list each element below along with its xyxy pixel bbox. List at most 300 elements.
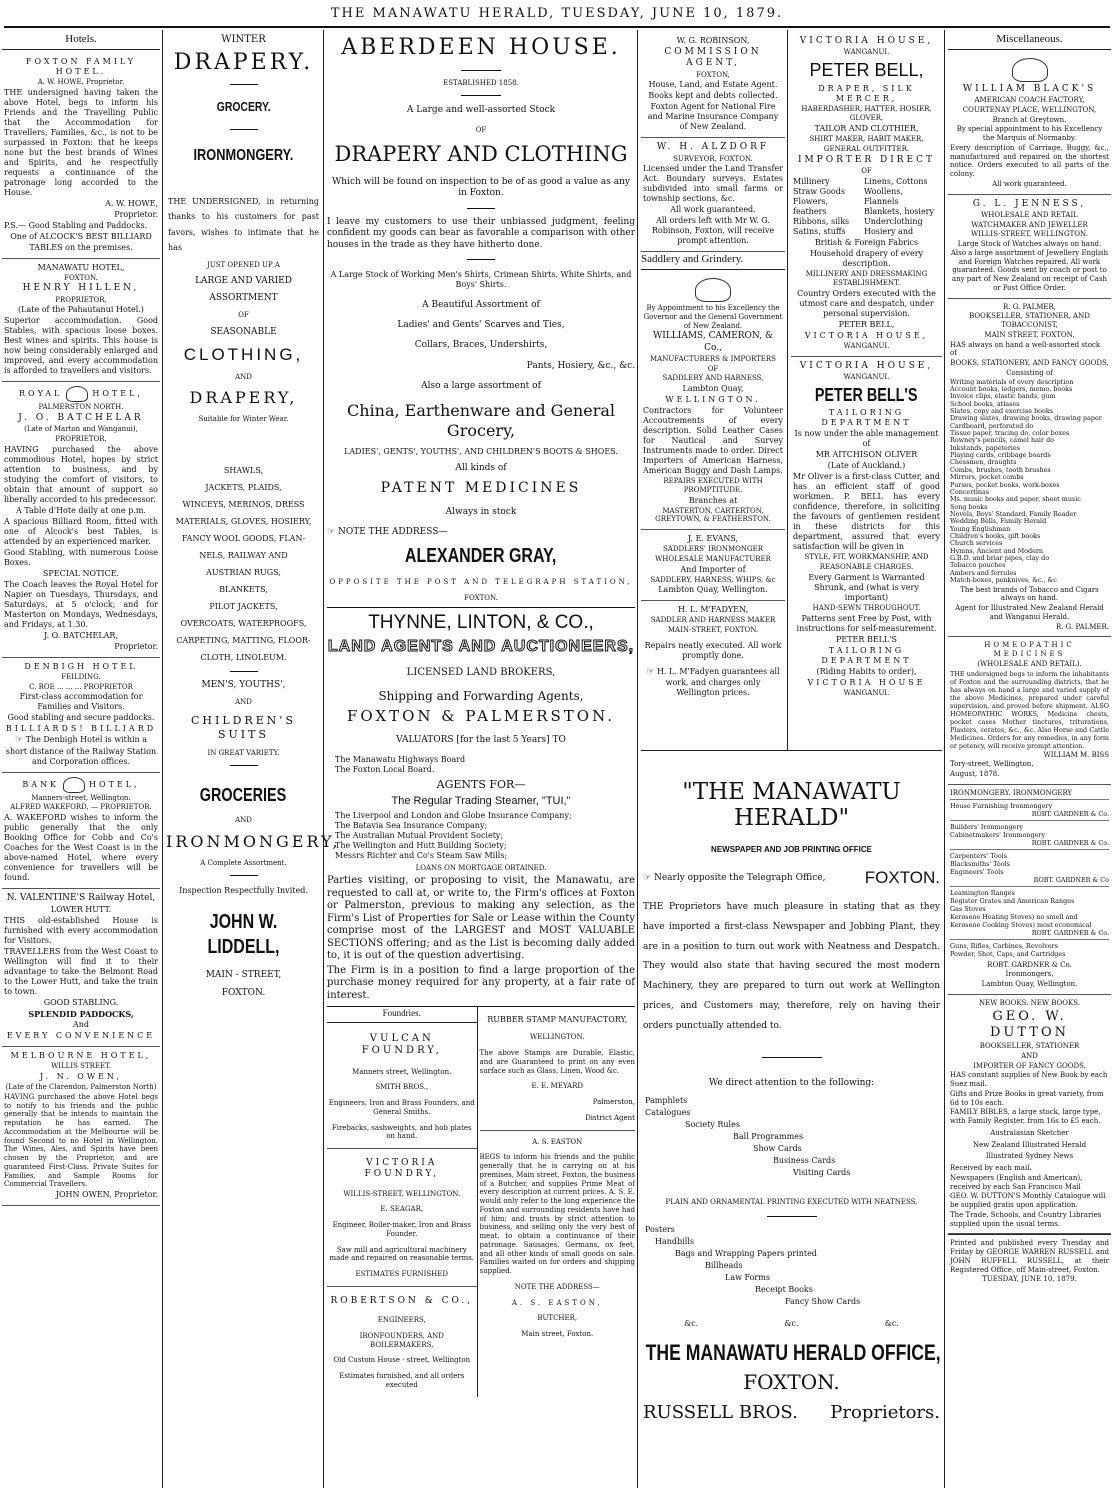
- list-item: Mirrors, pocket combs: [950, 473, 1024, 482]
- ad-headline: IRONMONGERY.: [193, 147, 294, 165]
- list-item: NELS, RAILWAY AND: [199, 551, 288, 560]
- ad-text: August, 1878.: [950, 770, 1000, 779]
- ad-text: WELLINGTON.: [530, 1033, 585, 1042]
- ad-place: WILLIS-STREET, WELLINGTON.: [971, 230, 1088, 239]
- ad-headline: PETER BELL,: [809, 60, 924, 80]
- ad-role: GENERAL OUTFITTER.: [823, 144, 910, 153]
- ad-name: G. L. JENNESS,: [972, 198, 1087, 209]
- ad-text: The Trade, Schools, and Country Libraries supplied upon the usual terms.: [950, 1210, 1102, 1228]
- ad-title: IRONMONGERY. IRONMONGERY: [950, 788, 1073, 797]
- ad-text: Newspapers (English and American), received by each San Francisco Mail: [950, 1173, 1083, 1191]
- ad-title: MELBOURNE HOTEL,: [10, 1051, 152, 1061]
- ad-body: I leave my customers to use their unbiassed judgment, feeling confident my goods can bear as favorable a comparison with other houses in the trade as they have hitherto done.: [327, 217, 635, 250]
- ad-body: Gifts and Prize Books in great variety, from 6d to 10s each.: [950, 1089, 1104, 1107]
- ad-proprietor: ALFRED WAKEFORD, — PROPRIETOR.: [10, 803, 152, 812]
- printing-list: [641, 1225, 942, 1315]
- ad-name: HENRY HILLEN,: [22, 283, 140, 294]
- foundries-block: [327, 1007, 478, 1396]
- ad-melbourne-hotel: [2, 1047, 160, 1206]
- ad-text: ENGINEERS,: [377, 1316, 426, 1324]
- ad-text: MEN'S, YOUTHS',: [201, 680, 286, 690]
- ad-gardner: [948, 785, 1111, 995]
- ad-text: Pants, Hosiery, &c., &c.: [526, 360, 635, 371]
- ad-place: MAIN-STREET, FOXTON.: [667, 626, 759, 634]
- ad-headline: FOXTON & PALMERSTON.: [346, 707, 616, 725]
- list-item: Church services: [950, 539, 1003, 548]
- ad-headline: ALEXANDER GRAY,: [405, 545, 557, 568]
- list-item: ROBT. GARDNER & Co.: [1031, 838, 1109, 847]
- ad-text: LOANS ON MORTGAGE OBTAINED.: [415, 863, 547, 872]
- list-item: WINCEYS, MERINOS, DRESS: [182, 500, 305, 509]
- ad-text: Saw mill and agricultural machinery made and repaired on reasonable terms.: [329, 1245, 475, 1263]
- list-item: Straw Goods: [793, 186, 845, 196]
- imprint-date: TUESDAY, JUNE 10, 1879.: [982, 1275, 1077, 1284]
- list-item: Handbills: [655, 1236, 694, 1246]
- ad-text: Engineer, Boiler-maker, Iron and Brass Founder.: [332, 1221, 471, 1238]
- ad-note: P.S.— Good Stabling and Paddocks.: [4, 220, 148, 230]
- list-item: Kerosene Cooking Stoves) most economical: [950, 920, 1092, 929]
- ad-title: A. S. EASTON: [532, 1137, 583, 1146]
- ad-place: FOXTON,: [696, 70, 730, 79]
- ad-text: AND: [235, 372, 252, 381]
- ad-text: H. L. M'Fadyen guarantees all work, and charges only Wellington prices.: [656, 666, 780, 697]
- ad-text: Is now under the able management of: [794, 429, 939, 449]
- boards-list: [327, 755, 635, 775]
- ad-body: Contractors for Volunteer Accoutrements of every description. Solid Leather Cases for Nautical and Survey Instruments made to order. Direct Importers of American Harness, American Buggy and Dash Lamps.: [643, 406, 783, 475]
- rubber-easton-block: [478, 1007, 635, 1396]
- ad-body: Superior accommodation. Good Stables, with spacious loose boxes. Best wines and spirits. This house is now being considerably enlarged and improved, and every accommodation is afforded to travellers and visitors.: [4, 316, 158, 376]
- ad-royal-hotel: [2, 382, 160, 658]
- royal-arms-icon: [695, 278, 731, 302]
- ad-text: REASONABLE CHARGES.: [819, 563, 914, 571]
- list-item: PILOT JACKETS,: [209, 602, 278, 611]
- ad-place: MAIN STREET, FOXTON,: [984, 330, 1075, 339]
- list-item: The Australian Mutual Provident Society;: [335, 830, 504, 840]
- ad-headline: THE MANAWATU HERALD OFFICE,: [645, 1339, 941, 1365]
- ad-text: SADDLERY, HARNESS, WHIPS, &c: [650, 575, 776, 584]
- list-item: Powder, Shot, Caps, and Cartridges: [950, 949, 1066, 958]
- ad-note: (Late of the Clarendon, Palmerston North): [5, 1083, 157, 1091]
- ad-sign: Proprietor.: [114, 209, 158, 219]
- list-item: Inkstands, papeteries: [950, 443, 1021, 452]
- ad-role: IMPORTER OF FANCY GOODS,: [973, 1061, 1086, 1070]
- ad-headline: CLOTHING,: [183, 345, 304, 365]
- ad-subtitle: GOOD STABLING.: [43, 998, 119, 1008]
- column-hotels: [2, 32, 160, 1488]
- ad-text: &c.: [684, 1318, 699, 1328]
- ad-sign: A. W. HOWE,: [105, 198, 158, 208]
- list-item: Ms. music books and paper, sheet music: [950, 495, 1081, 504]
- column-rule: [323, 30, 324, 1488]
- ad-title: FOXTON FAMILY HOTEL.: [25, 56, 137, 76]
- ad-role: PROPRIETOR,: [55, 435, 107, 443]
- ad-place: WANGANUI.: [843, 48, 890, 57]
- ad-text: Ladies' and Gents' Scarves and Ties,: [397, 320, 565, 330]
- ad-text: Tory-street, Wellington,: [950, 760, 1034, 769]
- ad-text: LARGE AND VARIED: [195, 275, 292, 286]
- ad-subtitle: EVERY CONVENIENCE: [6, 1031, 156, 1041]
- list-item: CARPETING, MATTING, FLOOR-: [176, 636, 311, 645]
- ad-foxton-family-hotel: [2, 53, 160, 259]
- list-item: Builders' Ironmongery: [950, 822, 1023, 831]
- ad-body: HAS always on hand a well-assorted stock of: [950, 340, 1101, 358]
- ad-text: AND: [1021, 1051, 1038, 1060]
- ad-subtitle: BILLIARDS! BILLIARD: [5, 724, 157, 734]
- ad-role: PROPRIETOR,: [55, 295, 107, 304]
- ad-sign: WANGANUI.: [843, 688, 890, 697]
- column-rule: [162, 30, 163, 1488]
- ad-bank-hotel: [2, 773, 160, 890]
- ad-sign: J. O. BATCHELAR,: [44, 630, 118, 640]
- ad-proprietor: A. W. HOWE, Proprietor.: [37, 77, 125, 86]
- ad-name: R. G. PALMER,: [1002, 302, 1057, 311]
- list-item: Hosiery and: [863, 226, 914, 236]
- ad-text: Received by each mail.: [950, 1164, 1032, 1173]
- column-rule: [944, 30, 945, 1488]
- divider: [230, 129, 258, 130]
- ad-headline: DRAPERY.: [173, 49, 314, 75]
- ad-body: Good Stabling, with numerous Loose Boxes.: [4, 547, 158, 567]
- masthead-rule: [4, 26, 1110, 28]
- list-item: Satins, stuffs: [793, 226, 846, 236]
- ad-note: [4, 735, 158, 766]
- ad-role: TAILOR AND CLOTHIER,: [814, 124, 919, 133]
- ad-text: Firebacks, sashweights, and hob plates on hand.: [331, 1123, 472, 1141]
- ad-body: HAS constant supplies of New Book by each Suez mail.: [950, 1071, 1108, 1089]
- ad-text: Consisting of: [1006, 368, 1053, 377]
- companies-list: [327, 811, 635, 861]
- ad-text: Suitable for Winter Wear.: [198, 415, 289, 424]
- ad-note: One of ALCOCK'S BEST BILLIARD: [10, 231, 152, 241]
- list-item: Chessmen, draughts: [950, 458, 1017, 467]
- list-item: Illustrated Sydney News: [985, 1152, 1074, 1161]
- ad-body: A spacious Billiard Room, fitted with one of Alcock's best Tables, is attended by an experienced marker.: [4, 516, 158, 546]
- ad-text: IN GREAT VARIETY.: [207, 748, 280, 757]
- ad-text: Books kept and debts collected.: [648, 91, 778, 101]
- ad-headline: THYNNE, LINTON, & CO.,: [368, 611, 594, 633]
- ad-text: MAIN - STREET,: [205, 970, 282, 981]
- ad-denbigh-hotel: [2, 658, 160, 773]
- ad-homeopathic: [948, 637, 1111, 785]
- pointing-hand-icon: ☞: [646, 666, 655, 677]
- ad-headline: DRAPERY,: [189, 388, 298, 408]
- ad-sign: VICTORIA HOUSE: [807, 677, 926, 687]
- ad-text: TAILORING DEPARTMENT: [821, 408, 912, 428]
- ad-headline: LAND AGENTS AND AUCTIONEERS,: [327, 637, 635, 655]
- ad-text: A Large Stock of Working Men's Shirts, Crimean Shirts, White Shirts, and Boys' Shirts.: [330, 269, 632, 289]
- ad-text: Engineers, Iron and Brass Founders, and General Smiths.: [328, 1099, 475, 1116]
- list-item: Woollens, Flannels: [863, 186, 903, 206]
- ad-place: COURTENAY PLACE, WELLINGTON,: [962, 105, 1097, 114]
- ad-body: The above Stamps are Durable, Elastic, and are Guaranteed to print on any even surface such as Glass, Linen, Wood &c.: [479, 1049, 635, 1075]
- list-item: Writing materials of every description: [950, 377, 1074, 386]
- list-item: CLOTH, LINOLEUM.: [200, 653, 287, 662]
- ad-valentine-hotel: [2, 889, 160, 1047]
- ad-role: WHOLESALE AND RETAIL: [981, 210, 1078, 219]
- ad-title: IMPORTER DIRECT: [797, 154, 936, 165]
- ad-text: IRONFOUNDERS, AND BOILERMAKERS,: [359, 1331, 444, 1349]
- list-item: Cardboard, perforated do: [950, 421, 1034, 430]
- ad-tailoring: [791, 357, 942, 703]
- divider: [230, 671, 258, 672]
- ad-text: WILLIS-STREET, WELLINGTON.: [343, 1189, 461, 1198]
- list-item: Linens, Cottons: [863, 176, 928, 186]
- ad-text: District Agent: [585, 1113, 635, 1122]
- stationery-list: [950, 379, 1109, 585]
- ad-text: A Large and well-assorted Stock: [406, 105, 556, 116]
- ad-place: PALMERSTON NORTH.: [38, 403, 124, 412]
- royal-crest-icon: [63, 777, 85, 793]
- column-agents: [641, 32, 785, 747]
- ad-text: SEASONABLE: [210, 327, 277, 337]
- ad-text: STYLE, FIT, WORKMANSHIP, AND: [804, 553, 929, 562]
- ad-headline: FOXTON.: [743, 1369, 840, 1394]
- ad-name: J. E. EVANS,: [687, 534, 739, 543]
- ad-text: &c.: [884, 1318, 899, 1328]
- ad-sign: TAILORING DEPARTMENT: [821, 645, 912, 665]
- ad-text: Main street, Foxton.: [521, 1330, 594, 1338]
- list-item: Rowney's pencils, camel hair do: [950, 436, 1055, 445]
- ad-text: We direct attention to the following:: [708, 1077, 875, 1088]
- ad-text: BUTCHER,: [537, 1314, 578, 1323]
- ad-body: TRAVELLERS from the West Coast to Wellington will find it to their advantage to take the Belmont Road to the Lower Hutt, and take the train to town.: [4, 947, 158, 997]
- ad-text: Branch at Greytown.: [992, 115, 1067, 124]
- ad-title: VICTORIA FOUNDRY,: [364, 1158, 439, 1180]
- ad-place: LOWER HUTT.: [50, 905, 112, 915]
- list-item: Leamington Ranges: [950, 888, 1015, 897]
- ad-text: Inspection Respectfully Invited.: [179, 886, 308, 896]
- list-item: Fancy Show Cards: [785, 1296, 861, 1306]
- ad-text: LICENSED LAND BROKERS,: [406, 666, 556, 678]
- ad-text: NEWSPAPER AND JOB PRINTING OFFICE: [711, 845, 872, 854]
- ad-text: All work guaranteed.: [670, 205, 756, 215]
- section-header: Hotels.: [2, 32, 160, 50]
- ad-role: SADDLERS' IRONMONGER: [663, 545, 763, 553]
- ad-role: MANUFACTURERS & IMPORTERS: [650, 354, 776, 363]
- list-item: New Zealand Illustrated Herald: [972, 1140, 1087, 1149]
- list-item: Pamphlets: [645, 1095, 688, 1105]
- ad-text: Branches at: [688, 495, 738, 505]
- list-item: Catalogues: [645, 1107, 691, 1117]
- ad-body: HAVING purchased the above Hotel begs to notify to his friends and the public generally that he intends to maintain the reputation he has earned. The Accommodation at the Melbourne will be found Second to no Hotel in Wellington. The Wines, Ales, and Spirits have been chosen by the Proprietor, and are guaranteed First-Class. Private Suites for Families, and Sample Rooms for Commercial Travellers.: [4, 1092, 158, 1189]
- list-item: Posters: [645, 1224, 675, 1234]
- ad-text: Country Orders executed with the utmost care and despatch, under personal supervision.: [797, 289, 936, 318]
- divider: [230, 765, 258, 766]
- ad-text: By Appointment to his Excellency the Governor and the General Government of New Zealand.: [643, 304, 783, 330]
- ad-text: WELLINGTON.: [665, 395, 761, 404]
- ad-body: Mr Oliver is a first-class Cutter, and has an efficient staff of good workmen. P. BELL has every confidence, therefore, in soliciting the favours of gentlemen resident in these districts for this department, assured that every satisfaction will be given in: [793, 472, 940, 552]
- list-item: Engineers' Tools: [950, 867, 1004, 876]
- ad-alzdorf: [641, 138, 785, 252]
- list-item: Hymns, Ancient and Modern: [950, 546, 1044, 555]
- lower-ads: [327, 1006, 635, 1396]
- periodicals-list: [950, 1129, 1109, 1161]
- ad-headline: GROCERIES: [200, 785, 287, 806]
- ad-role: DRAPER, SILK MERCER,: [818, 83, 915, 103]
- ad-title: ROYAL: [19, 389, 63, 399]
- ad-name: WILLIAMS, CAMERON, & Co.,: [653, 331, 773, 353]
- ad-text: Palmerston,: [592, 1098, 635, 1106]
- ad-text: NEW BOOKS. NEW BOOKS.: [978, 998, 1081, 1007]
- ad-place: FOXTON.: [64, 273, 98, 282]
- list-item: Young Englishman: [950, 524, 1011, 533]
- ad-role: SHIRT MAKER, HABIT MAKER,: [809, 135, 924, 143]
- ad-text: House, Land, and Estate Agent.: [648, 80, 778, 90]
- ad-text: REPAIRS EXECUTED WITH PROMPTITUDE.: [663, 477, 763, 494]
- list-item: Invoice clips, elastic bands, gum: [950, 392, 1056, 401]
- list-item: Business Cards: [773, 1155, 836, 1165]
- ad-headline: China, Earthenware and General Grocery,: [347, 401, 615, 440]
- list-item: Ribbons, silks: [793, 216, 850, 226]
- list-item: ROBT. GARDNER & Co.: [1031, 928, 1109, 937]
- ad-name: J. N. OWEN,: [40, 1072, 122, 1081]
- list-item: The Liverpool and London and Globe Insurance Company;: [335, 810, 572, 820]
- column-miscellaneous: [948, 32, 1111, 1488]
- ad-text: ESTIMATES FURNISHED: [355, 1270, 449, 1278]
- pointing-hand-icon: ☞: [643, 873, 652, 883]
- ad-victoria-house: [791, 32, 942, 357]
- ad-text: All kinds of: [455, 463, 507, 473]
- ad-william-black: [948, 53, 1111, 195]
- ad-text: OF: [707, 364, 719, 373]
- ad-body: The Coach leaves the Royal Hotel for Napier on Tuesdays, Thursdays, and Saturdays, at 5 o'clock; and for Masterton on Mondays, Wednesdays, and Fridays, at 1.30.: [4, 579, 158, 629]
- ad-title: N. VALENTINE'S Railway Hotel,: [6, 893, 156, 903]
- ad-text: All work guaranteed.: [992, 179, 1067, 188]
- ad-body: THE Proprietors have much pleasure in stating that as they have imported a first-class Newspaper and Jobbing Plant, they are in a position to turn out work with Neatness and Despatch. They would also state that having secured the most modern Machinery, they are prepared to turn out work at Wellington prices, and Customers may, therefore, rely on having their orders punctually attended to.: [643, 902, 940, 1031]
- pointing-hand-icon: ☞: [14, 735, 24, 746]
- list-item: Law Forms: [725, 1272, 770, 1282]
- ad-mcfadyen: [641, 601, 785, 703]
- ad-name: H. L. M'FADYEN,: [677, 605, 749, 615]
- list-item: Underclothing: [863, 216, 923, 226]
- ad-text: OF: [238, 311, 249, 320]
- ad-text: SADDLERY AND HARNESS,: [662, 374, 764, 383]
- ad-title: COMMISSION AGENT,: [664, 47, 762, 69]
- royal-crest-icon: [66, 386, 88, 402]
- list-item: School books, atlases: [950, 399, 1020, 408]
- ad-name: W. G. ROBINSON,: [676, 36, 750, 45]
- ad-title: VICTORIA HOUSE,: [799, 360, 934, 371]
- list-item: Combs, brushes, tooth brushes: [950, 465, 1051, 474]
- list-item: Children's books, gift books: [950, 532, 1041, 541]
- ad-sign: WANGANUI.: [843, 342, 890, 350]
- ad-body: Every description of Carriage, Buggy, &c., manufactured and repaired on the shortest notice. Orders executed to all parts of the colony.: [950, 143, 1109, 178]
- ad-headline: IRONMONGERY,: [166, 831, 341, 851]
- ad-text: All orders left with Mr W. G. Robinson, Foxton, will receive prompt attention.: [651, 216, 775, 246]
- ad-note: (Late of Marton and Wanganui),: [24, 425, 138, 434]
- ad-headline: FOXTON.: [864, 868, 940, 887]
- ad-text: E. SEAGAR,: [380, 1205, 424, 1214]
- ad-title: VICTORIA HOUSE,: [799, 36, 934, 46]
- ad-text: Patterns sent Free by Post, with instructions for self-measurement.: [796, 613, 937, 633]
- column-liddell: [166, 32, 341, 1488]
- ad-title: RUBBER STAMP MANUFACTORY,: [487, 1015, 628, 1025]
- ad-text: &c.: [784, 1318, 799, 1328]
- ad-text: Nearly opposite the Telegraph Office,: [653, 873, 826, 883]
- list-item: Playing cards, cribbage boards: [950, 451, 1051, 460]
- ad-text: ASSORTMENT: [209, 293, 278, 303]
- ad-sign: Proprietor.: [114, 641, 158, 651]
- ad-title: DENBIGH HOTEL: [24, 661, 138, 671]
- ad-text: By special appointment to his Excellency the Marquis of Normanby.: [956, 125, 1103, 142]
- ad-palmer: [948, 299, 1111, 638]
- ad-body: THE UNDERSIGNED, in returning thanks to his customers for past favors, wishes to intimate that he has: [168, 197, 319, 252]
- ad-body: THIS old-established House is furnished with every accommodation for Visitors.: [4, 916, 158, 946]
- ad-sign: VICTORIA HOUSE,: [804, 331, 929, 340]
- list-item: The Batavia Sea Insurance Company;: [335, 820, 488, 830]
- ad-body: FAMILY BIBLES, a large stock, large type, with Family Register, from 16s to £5 each.: [950, 1108, 1101, 1126]
- ad-body: BEGS to inform his friends and the public generally that he is carrying on at his premises, Main street, Foxton, the business of a Butcher, and supplies Prime Meat of every description at current prices. A. S. E. would only refer to the long experience the Foxton and surrounding residents have had of him; and trusts by strict attention to business, and selling only the very best of meat, to obtain a continuance of their patronage. Sausages, Germans, ox feet, and all other kinds of small goods on sale. Families waited on for orders and shipping supplied.: [479, 1153, 635, 1275]
- ad-role: HABERDASHER, HATTER, HOSIER,: [801, 104, 932, 113]
- ad-text: Foxton Agent for National Fire and Marine Insurance Company of New Zealand.: [647, 102, 779, 132]
- list-item: OVERCOATS, WATERPROOFS,: [180, 619, 307, 628]
- ad-text: FOXTON.: [464, 594, 498, 602]
- ad-text: Household drapery of every description.: [809, 248, 924, 268]
- ad-note: TABLES on the premises.: [29, 242, 133, 252]
- section-header: Miscellaneous.: [948, 32, 1111, 50]
- ad-text: OF: [861, 166, 872, 175]
- ad-headline: RUSSELL BROS.: [643, 1401, 798, 1423]
- ad-note: A Table d'Hote daily at one p.m.: [15, 505, 146, 515]
- ad-subtitle: And: [72, 1020, 90, 1030]
- list-item: Gas Stoves: [950, 904, 986, 913]
- ad-text: Estimates furnished, and all orders executed: [339, 1372, 465, 1389]
- list-item: Ambers and ferrules: [950, 568, 1017, 577]
- ad-text: MASTERTON, CARTERTON, GREYTOWN, & FEATHERSTON.: [655, 506, 771, 524]
- list-item: Receipt Books: [755, 1284, 813, 1294]
- ad-sign: WILLIAM M. BISS: [1043, 750, 1109, 759]
- ad-title: VULCAN FOUNDRY,: [361, 1032, 442, 1056]
- list-item: FANCY WOOL GOODS, FLAN-: [181, 534, 306, 543]
- ad-name: GEO. W. DUTTON: [990, 1008, 1069, 1040]
- divider: [230, 84, 258, 85]
- ad-text: OF: [475, 125, 487, 134]
- ad-role: WATCHMAKER AND JEWELLER: [971, 220, 1088, 229]
- list-item: ROBT. GARDNER & Co.: [1031, 809, 1109, 818]
- ad-manawatu-hotel: [2, 259, 160, 383]
- pointing-hand-icon: ☞: [327, 527, 336, 537]
- list-item: Flowers, feathers: [793, 196, 828, 216]
- ad-robinson: [641, 32, 785, 138]
- ad-text: Every Garment is Warranted Shrunk, and (what is very important): [808, 572, 925, 602]
- ad-role: GLOVER,: [849, 114, 884, 123]
- ad-headline: PATENT MEDICINES: [380, 480, 582, 497]
- list-item: G.B.D. and briar pipes, clay do: [950, 554, 1050, 563]
- ad-body: Large Stock of Watches always on hand. Also a large assortment of Jewellery English and Foreign Watches repaired. All work guaranteed. Goods sent by coach or post to any part of New Zealand on receipt of Cash or Post Office Order.: [950, 240, 1109, 292]
- ad-text: British & Foreign Fabrics: [814, 237, 919, 247]
- ad-text: Manners street, Wellington.: [352, 1067, 452, 1076]
- herald-advert: [641, 750, 942, 1489]
- ad-body: Licensed under the Land Transfer Act. Boundary surveys. Estates subdivided into small farms or township sections, &c.: [643, 164, 783, 204]
- ad-text: Shipping and Forwarding Agents,: [378, 689, 584, 703]
- list-item: Ball Programmes: [733, 1131, 804, 1141]
- ad-text: SMITH BROS.,: [375, 1083, 429, 1092]
- imprint-text: Printed and published every Tuesday and Friday by GEORGE WARREN RUSSELL and JOHN RUFFELL RUSSELL, at their Registered Office, off Main-street, Foxton.: [950, 1239, 1109, 1274]
- ad-text: Lambton Quay, Wellington.: [658, 585, 768, 595]
- ad-text: LADIES', GENTS', YOUTHS', AND CHILDREN'S BOOTS & SHOES.: [344, 447, 618, 456]
- section-header: Saddlery and Grindery.: [641, 252, 785, 270]
- ad-place: WILLIS STREET.: [51, 1062, 111, 1071]
- ad-body: First-class accommodation for Families and Visitors.: [19, 692, 143, 712]
- ad-place: FEILDING.: [61, 672, 101, 681]
- list-item: Blankets, hosiery: [863, 206, 935, 216]
- ad-text: Collars, Braces, Undershirts,: [414, 340, 548, 351]
- ad-body: A. WAKEFORD wishes to inform the public generally that the only Booking Office for Cobb and Co's Coaches for the West Coast is in the above-named Hotel, where every convenience for travellers will be found.: [4, 813, 158, 882]
- ad-sign: (Riding Habits to order),: [816, 666, 917, 676]
- divider: [230, 875, 258, 876]
- list-item: MATERIALS, GLOVES, HOSIERY,: [175, 517, 312, 526]
- list-item: Novels, Boys' Standard, Family Reader: [950, 509, 1077, 518]
